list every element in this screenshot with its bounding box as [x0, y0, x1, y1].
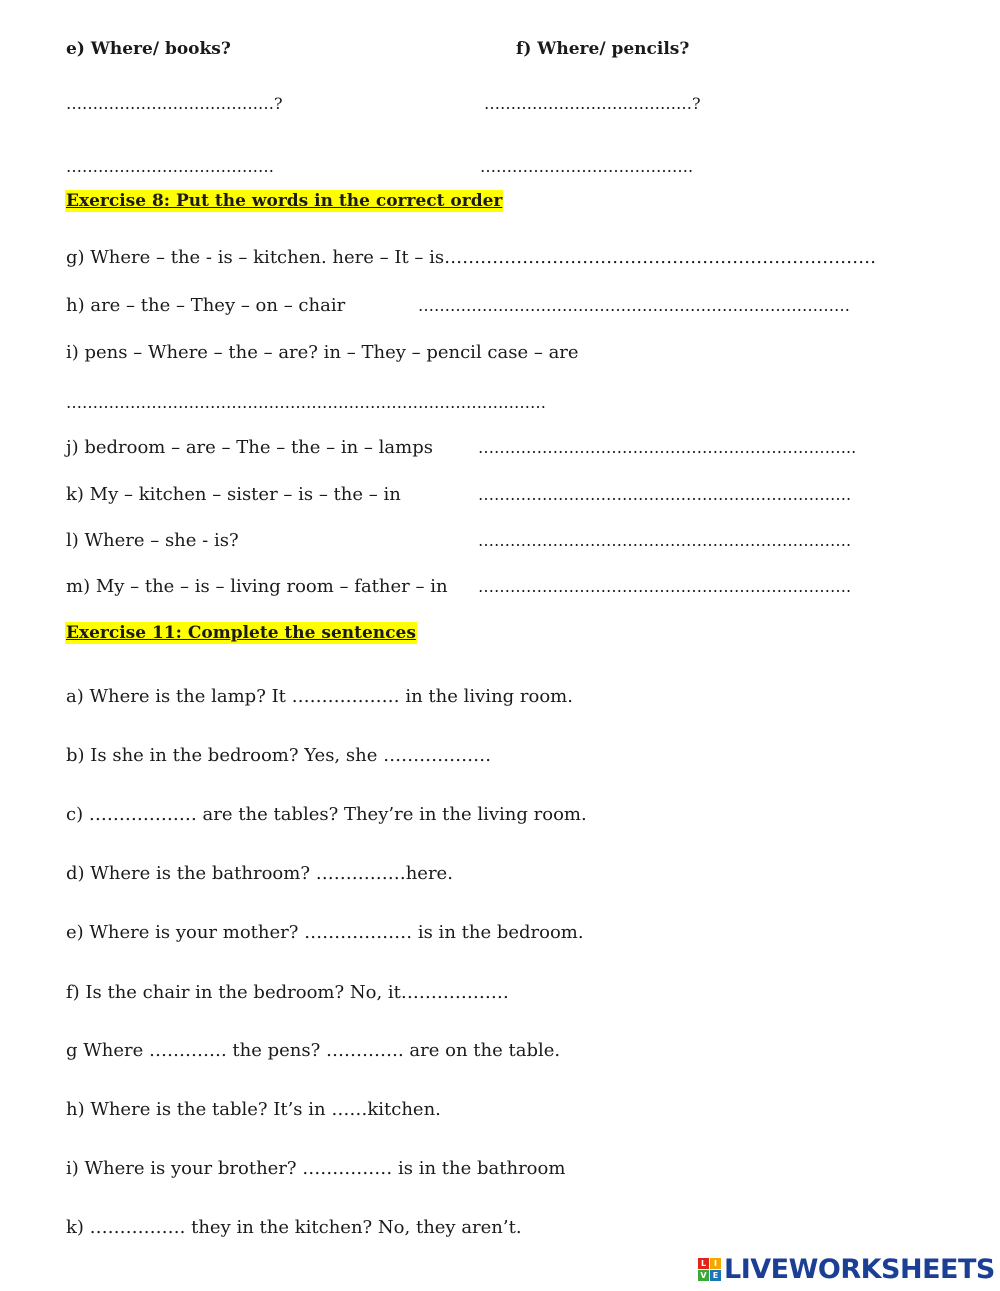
exercise-8-answer-i[interactable]: ………………………………………………………………………………: [66, 393, 546, 412]
exercise-8-answer-k[interactable]: …………………………………………………………….: [478, 485, 852, 504]
exercise-11-item-a: a) Where is the lamp? It ……………… in the living room.: [66, 686, 573, 707]
liveworksheets-logo: [698, 1252, 995, 1286]
question-e-answer-line-1[interactable]: …………………………………?: [66, 94, 283, 113]
exercise-11-heading: Exercise 11: Complete the sentences: [66, 623, 416, 643]
logo-tile-e: E: [710, 1270, 721, 1281]
exercise-8-answer-l[interactable]: …………………………………………………………….: [478, 531, 852, 550]
question-e-answer-line-2[interactable]: …………………………………: [66, 157, 274, 176]
exercise-11-item-b: b) Is she in the bedroom? Yes, she ………………: [66, 745, 492, 766]
exercise-8-item-j: j) bedroom – are – The – the – in – lamps: [66, 437, 433, 458]
exercise-8-answer-m[interactable]: …………………………………………………………….: [478, 577, 852, 596]
liveworksheets-logo-icon: [698, 1258, 721, 1281]
exercise-8-item-m: m) My – the – is – living room – father – in: [66, 576, 448, 597]
exercise-8-item-h: h) are – the – They – on – chair: [66, 295, 346, 316]
exercise-8-item-l: l) Where – she - is?: [66, 530, 239, 551]
question-f-answer-line-1[interactable]: …………………………………?: [484, 94, 701, 113]
exercise-11-item-c: c) ……………… are the tables? They’re in the living room.: [66, 804, 587, 825]
exercise-11-item-k: k) ……………. they in the kitchen? No, they aren’t.: [66, 1217, 522, 1238]
question-f-answer-line-2[interactable]: ………………………………….: [480, 157, 694, 176]
question-e-label: e) Where/ books?: [66, 39, 231, 59]
liveworksheets-logo-text: LIVEWORKSHEETS: [724, 1253, 995, 1285]
question-f-label: f) Where/ pencils?: [516, 39, 690, 59]
logo-tile-v: V: [698, 1270, 709, 1281]
logo-tile-l: L: [698, 1258, 709, 1269]
exercise-8-item-g: g) Where – the - is – kitchen. here – It – is………………………………………………………………: [66, 247, 877, 268]
exercise-8-item-i: i) pens – Where – the – are? in – They – pencil case – are: [66, 342, 579, 363]
exercise-8-item-k: k) My – kitchen – sister – is – the – in: [66, 484, 401, 505]
exercise-11-item-d: d) Where is the bathroom? ……………here.: [66, 863, 453, 884]
exercise-11-item-e: e) Where is your mother? ……………… is in the bedroom.: [66, 922, 584, 943]
exercise-8-answer-j[interactable]: ……………………………………………………………..: [478, 438, 857, 457]
exercise-11-item-f: f) Is the chair in the bedroom? No, it………………: [66, 982, 509, 1003]
exercise-8-answer-h[interactable]: ………………………………………………………………………: [418, 296, 850, 315]
exercise-8-heading: Exercise 8: Put the words in the correct order: [66, 191, 503, 211]
exercise-11-item-h: h) Where is the table? It’s in ……kitchen.: [66, 1099, 441, 1120]
exercise-11-item-i: i) Where is your brother? …………… is in the bathroom: [66, 1158, 566, 1179]
exercise-11-item-g: g Where …………. the pens? …………. are on the table.: [66, 1040, 561, 1061]
logo-tile-i: I: [710, 1258, 721, 1269]
